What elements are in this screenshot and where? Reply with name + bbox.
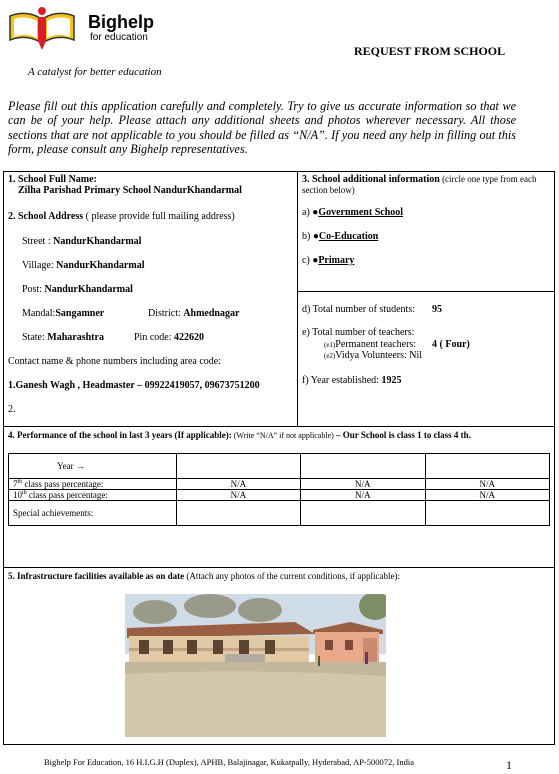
village-row: Village: NandurKhandarmal	[22, 260, 145, 271]
table-row	[9, 479, 550, 490]
brand-subtitle: for education	[90, 32, 148, 43]
bighelp-logo	[6, 4, 78, 52]
table-cell	[425, 501, 549, 526]
option-b: b) ●Co-Education	[302, 231, 379, 242]
tagline: A catalyst for better education	[28, 66, 162, 78]
students-label: d) Total number of students:	[302, 304, 415, 315]
permanent-teachers-value: 4 ( Four)	[432, 339, 470, 350]
table-cell: N/A	[425, 479, 549, 490]
footer-address: Bighelp For Education, 16 H.I.G.H (Duplex), APHB, Balajinagar, Kukatpally, Hyderabad, AP-500072, India	[44, 757, 414, 767]
additional-info-heading: 3. School additional information (circle one type from each section below)	[302, 174, 537, 195]
row-10th-label: 10th class pass percentage:	[9, 490, 177, 501]
contact-label: Contact name & phone numbers including area code:	[8, 356, 221, 367]
year-header-cell: Year →	[9, 454, 177, 479]
option-c: c) ●Primary	[302, 255, 355, 266]
permanent-teachers-row: (e1)Permanent teachers:	[324, 339, 417, 350]
table-cell: N/A	[425, 490, 549, 501]
brand-name: Bighelp	[88, 12, 154, 32]
section-3-divider	[297, 291, 555, 292]
contact-2: 2.	[8, 404, 16, 415]
table-cell	[176, 501, 300, 526]
district-row: District: Ahmednagar	[148, 308, 240, 319]
vidya-volunteers-row: (e2)Vidya Volunteers: Nil	[324, 350, 423, 361]
state-row: State: Maharashtra	[22, 332, 104, 343]
street-row: Street : NandurKhandarmal	[22, 236, 142, 247]
table-cell: N/A	[301, 479, 425, 490]
infrastructure-heading: 5. Infrastructure facilities available as on date (Attach any photos of the current conditions, if applicable):	[8, 571, 401, 581]
mandal-row: Mandal:Sangamner	[22, 308, 105, 319]
row-7th-label: 7th class pass percentage:	[9, 479, 177, 490]
table-cell	[425, 454, 549, 479]
option-a: a) ●Government School	[302, 207, 404, 218]
pincode-row: Pin code: 422620	[134, 332, 204, 343]
school-name-label: 1. School Full Name:	[8, 174, 97, 185]
table-cell: N/A	[176, 479, 300, 490]
students-value: 95	[432, 304, 442, 315]
intro-paragraph: Please fill out this application carefully and completely. Try to give us accurate information so that we can be of your help. Please attach any additional sheets and photos wherever necessary. All those sections that are not applicable to you should be filled as “N/A”. If you need any help in filling out this form, please consult any Bighelp representatives.	[8, 99, 516, 157]
school-building-photo	[125, 594, 386, 737]
table-cell: N/A	[301, 490, 425, 501]
table-row	[9, 490, 550, 501]
teachers-label: e) Total number of teachers:	[302, 327, 415, 338]
school-name-value: Zilha Parishad Primary School NandurKhandarmal	[18, 185, 242, 196]
row-special-label: Special achievements:	[9, 501, 177, 526]
table-cell	[301, 454, 425, 479]
post-row: Post: NandurKhandarmal	[22, 284, 133, 295]
performance-heading: 4. Performance of the school in last 3 years (If applicable): (Write “N/A” if not applicable) – Our School is class 1 to class 4 th.	[8, 430, 471, 440]
table-cell: N/A	[176, 490, 300, 501]
table-row	[9, 454, 550, 479]
book-pencil-logo-icon	[6, 4, 78, 52]
address-heading: 2. School Address ( please provide full mailing address)	[8, 211, 235, 222]
page-number: 1	[506, 758, 512, 772]
year-established-row: f) Year established: 1925	[302, 375, 402, 386]
performance-table	[8, 453, 550, 526]
table-cell	[301, 501, 425, 526]
table-cell	[176, 454, 300, 479]
contact-1: 1.Ganesh Wagh , Headmaster – 09922419057, 09673751200	[8, 380, 260, 391]
table-row	[9, 501, 550, 526]
document-title: REQUEST FROM SCHOOL	[354, 44, 506, 58]
